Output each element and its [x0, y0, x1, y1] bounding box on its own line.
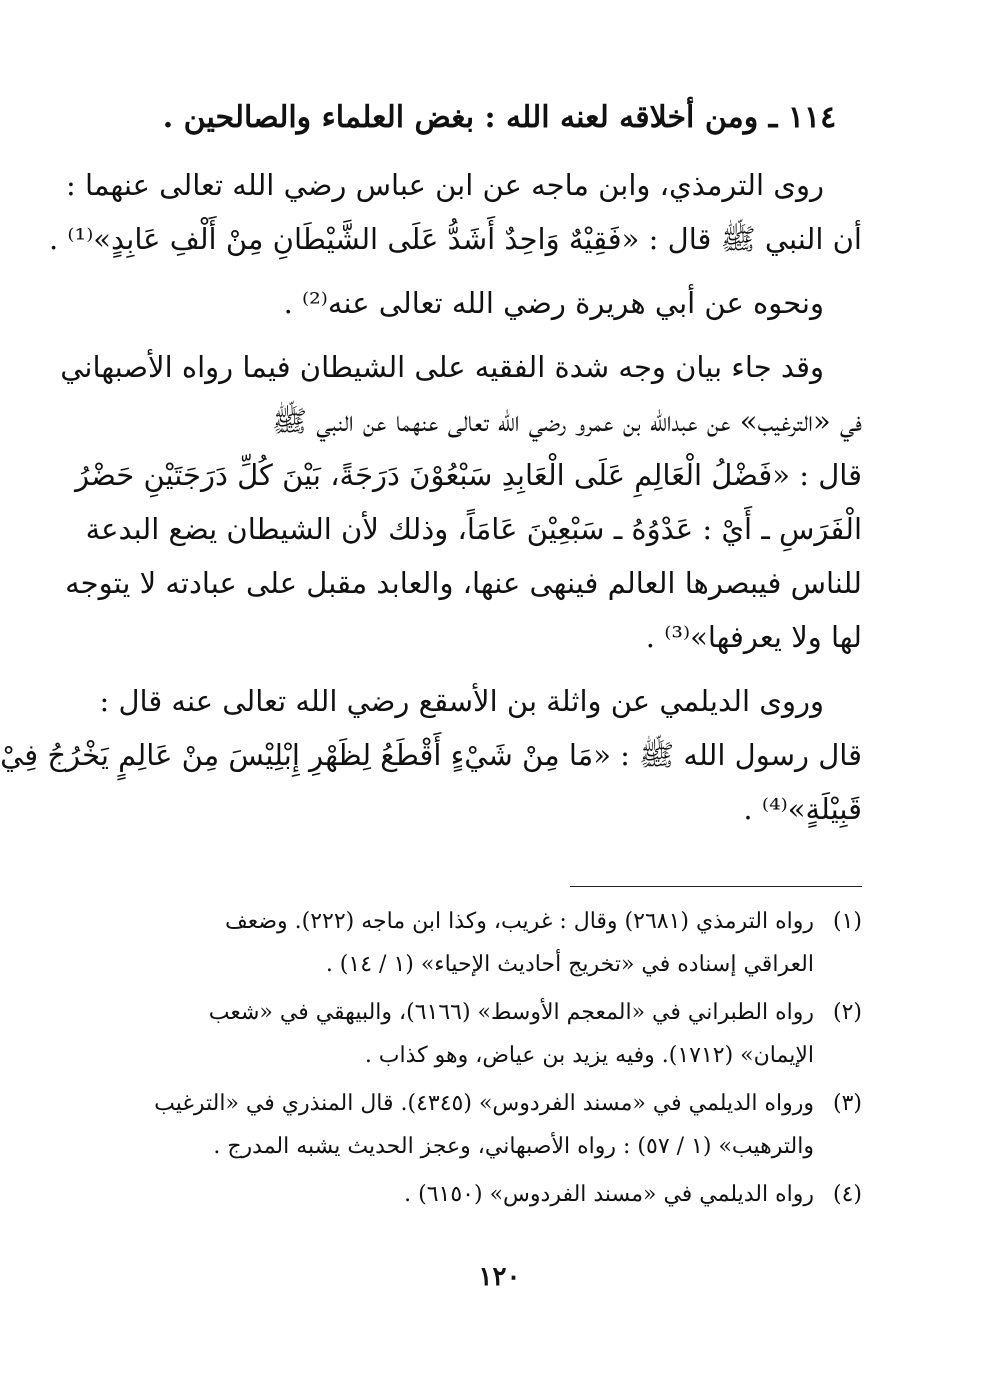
text-line: وروى الديلمي عن واثلة بن الأسقع رضي الله تعالى عنه قال :	[99, 684, 824, 718]
footnote-3	[137, 1082, 862, 1168]
text-line: قَبِيْلَةٍ»⁽⁴⁾ .	[743, 792, 862, 826]
footnote-number: (٢)	[832, 1000, 862, 1025]
footnote-2	[137, 991, 862, 1077]
footnote-separator	[570, 886, 862, 887]
footnote-1	[137, 900, 862, 986]
text-line: وقد جاء بيان وجه شدة الفقيه على الشيطان فيما رواه الأصبهاني	[60, 350, 824, 384]
footnote-line: العراقي إسناده في «تخريج أحاديث الإحياء» (١ / ١٤) .	[325, 952, 814, 977]
footnote-text	[137, 1173, 814, 1216]
footnote-line: والترهيب» (١ / ٥٧) : رواه الأصبهاني، وعجز الحديث يشبه المدرج .	[213, 1134, 814, 1159]
footnote-number: (٣)	[832, 1091, 862, 1116]
footnote-line: رواه الطبراني في «المعجم الأوسط» (٦١٦٦)، والبيهقي في «شعب	[208, 1000, 814, 1025]
text-line: أن النبي ﷺ قال : «فَقِيْهٌ وَاحِدٌ أَشَدُّ عَلَى الشَّيْطَانِ مِنْ أَلْفِ عَابِدٍ»⁽¹⁾ .	[48, 222, 862, 256]
text-line: روى الترمذي، وابن ماجه عن ابن عباس رضي الله تعالى عنهما :	[65, 168, 824, 202]
text-line: قال رسول الله ﷺ : «مَا مِنْ شَيْءٍ أَقْطَعُ لِظَهْرِ إِبْلِيْسَ مِنْ عَالِمٍ يَخْرُجُ فِيْ	[0, 738, 862, 772]
paragraph-daylami-narration	[0, 674, 862, 836]
paragraph-tirmidhi-narration	[48, 158, 862, 266]
footnote-number: (١)	[832, 909, 862, 934]
footnote-text	[137, 900, 814, 986]
footnote-line: رواه الديلمي في «مسند الفردوس» (٦١٥٠) .	[404, 1182, 814, 1207]
footnote-4	[137, 1173, 862, 1216]
text-line: الْفَرَسِ ـ أَيْ : عَدْوُهُ ـ سَبْعِيْنَ عَامَاً، وذلك لأن الشيطان يضع البدعة	[85, 512, 862, 546]
footnote-number: (٤)	[832, 1182, 862, 1207]
text-line: ونحوه عن أبي هريرة رضي الله تعالى عنه⁽²⁾ .	[283, 286, 824, 320]
footnote-line: ورواه الديلمي في «مسند الفردوس» (٤٣٤٥). قال المنذري في «الترغيب	[154, 1091, 814, 1116]
paragraph-abu-hurayra	[137, 276, 862, 330]
main-text	[0, 158, 862, 846]
section-heading: ١١٤ ـ ومن أخلاقه لعنه الله : بغض العلماء والصالحين .	[162, 100, 837, 135]
footnote-line: الإيمان» (١٧١٢). وفيه يزيد بن عياض، وهو كذاب .	[364, 1043, 814, 1068]
footnote-text	[137, 1082, 814, 1168]
text-line: في «الترغيب» عن عبدالله بن عمرو رضي الله تعالى عنهما عن النبي ﷺ	[271, 404, 862, 438]
footnotes	[137, 900, 862, 1221]
text-line: قال : «فَضْلُ الْعَالِمِ عَلَى الْعَابِدِ سَبْعُوْنَ دَرَجَةً، بَيْنَ كُلِّ دَرَجَتَيْنِ حَضْرُ	[75, 458, 862, 492]
footnote-text	[137, 991, 814, 1077]
paragraph-isbahani-narration	[60, 340, 862, 664]
text-line: للناس فيبصرها العالم فينهى عنها، والعابد مقبل على عبادته لا يتوجه	[65, 566, 862, 600]
text-line: لها ولا يعرفها»⁽³⁾ .	[645, 620, 862, 654]
page-number: ١٢٠	[478, 1262, 521, 1292]
footnote-line: رواه الترمذي (٢٦٨١) وقال : غريب، وكذا ابن ماجه (٢٢٢). وضعف	[224, 909, 814, 934]
